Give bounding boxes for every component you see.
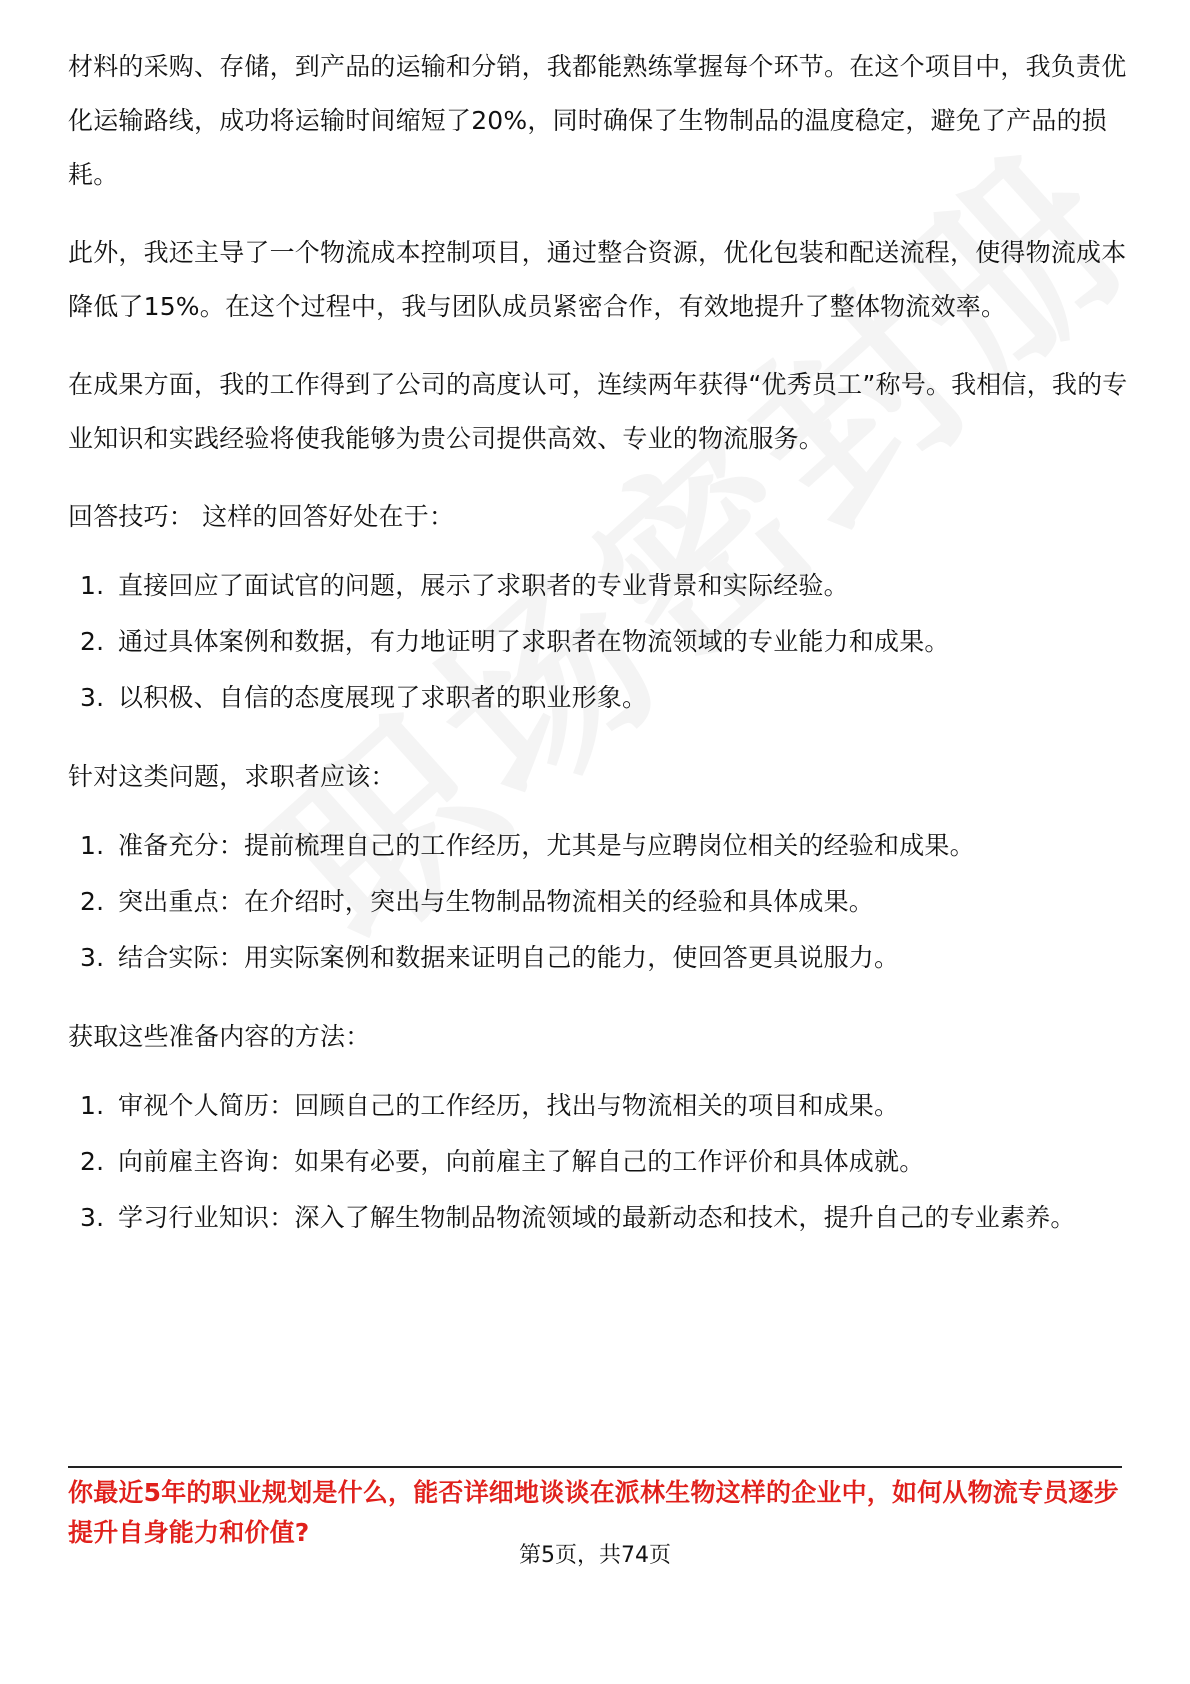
page-content — [68, 40, 1128, 1270]
list-item: 1. 直接回应了面试官的问题，展示了求职者的专业背景和实际经验。 — [80, 571, 849, 600]
paragraph-cost-control: 此外，我还主导了一个物流成本控制项目，通过整合资源，优化包装和配送流程，使得物流成本降低了15%。在这个过程中，我与团队成员紧密合作，有效地提升了整体物流效率。 — [68, 238, 1127, 321]
page-number: 第5页，共74页 — [519, 1543, 671, 1568]
next-question-heading: 你最近5年的职业规划是什么，能否详细地谈谈在派林生物这样的企业中，如何从物流专员逐步提升自身能力和价值? — [68, 1478, 1119, 1547]
list-item: 2. 通过具体案例和数据，有力地证明了求职者在物流领域的专业能力和成果。 — [80, 627, 950, 656]
paragraph-results: 在成果方面，我的工作得到了公司的高度认可，连续两年获得“优秀员工”称号。我相信，我的专业知识和实践经验将使我能够为贵公司提供高效、专业的物流服务。 — [68, 370, 1128, 453]
paragraph-experience: 材料的采购、存储，到产品的运输和分销，我都能熟练掌握每个环节。在这个项目中，我负责优化运输路线，成功将运输时间缩短了20%，同时确保了生物制品的温度稳定，避免了产品的损耗。 — [68, 52, 1127, 189]
list-item: 2. 突出重点：在介绍时，突出与生物制品物流相关的经验和具体成果。 — [80, 887, 875, 916]
list-item: 3. 以积极、自信的态度展现了求职者的职业形象。 — [80, 683, 648, 712]
methods-heading: 获取这些准备内容的方法： — [68, 1022, 371, 1051]
tips-heading: 回答技巧： 这样的回答好处在于： — [68, 502, 455, 531]
list-item: 3. 学习行业知识：深入了解生物制品物流领域的最新动态和技术，提升自己的专业素养。 — [80, 1203, 1076, 1232]
list-item: 3. 结合实际：用实际案例和数据来证明自己的能力，使回答更具说服力。 — [80, 943, 900, 972]
tips-list — [68, 558, 1128, 726]
should-list — [68, 818, 1128, 986]
should-heading: 针对这类问题，求职者应该： — [68, 762, 396, 791]
methods-list — [68, 1078, 1128, 1246]
divider — [68, 1466, 1122, 1468]
list-item: 2. 向前雇主咨询：如果有必要，向前雇主了解自己的工作评价和具体成就。 — [80, 1147, 925, 1176]
list-item: 1. 准备充分：提前梳理自己的工作经历，尤其是与应聘岗位相关的经验和成果。 — [80, 831, 975, 860]
list-item: 1. 审视个人简历：回顾自己的工作经历，找出与物流相关的项目和成果。 — [80, 1091, 900, 1120]
